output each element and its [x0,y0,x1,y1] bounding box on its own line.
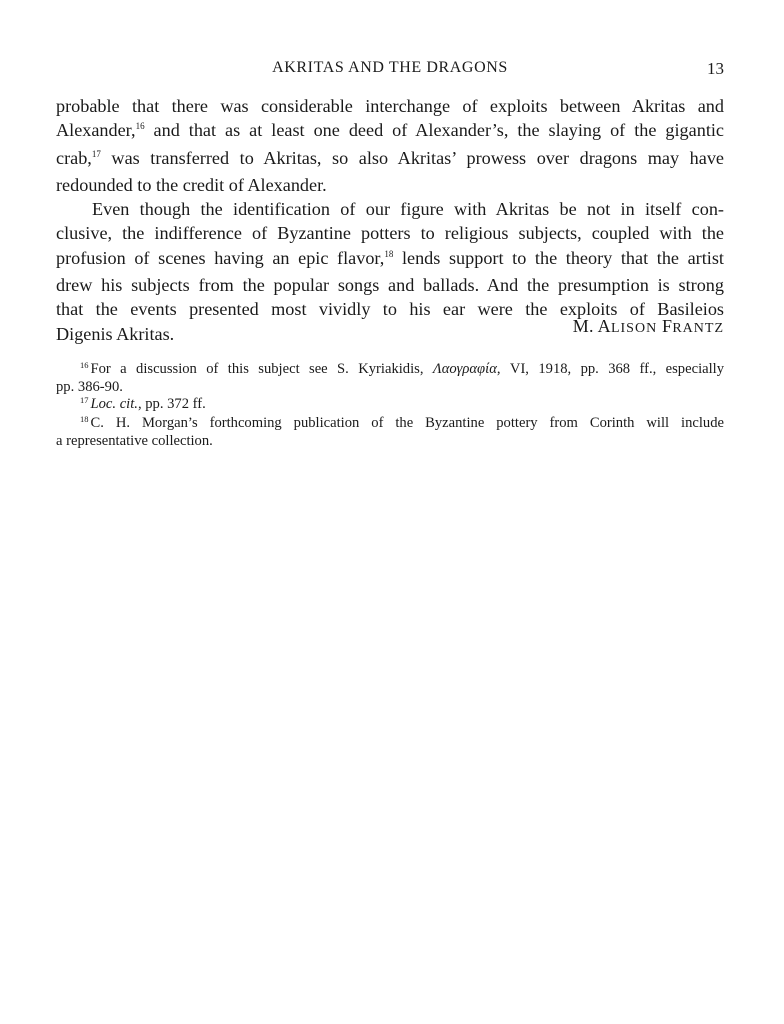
text-line: redounded to the credit of Alexander. [56,174,327,195]
footnote-ref-17: 17 [91,148,101,159]
text-line: clusive, the indifference of Byzantine potters to religious subjects, coupled with the [56,223,724,244]
signature-part: LISON [610,321,658,336]
text-line [56,146,724,173]
text-line: that the events presented most vividly to his ear were the exploits of Basileios [56,299,724,320]
footnote-number: 16 [80,360,89,370]
text-fragment: and that as at least one deed of Alexander’s, the slaying of the gigantic [144,120,724,141]
signature-part: M. A [572,316,611,336]
text-fragment: was transferred to Akritas, so also Akritas’ prowess over dragons may have [100,147,724,168]
footnote-text: C. H. Morgan’s forthcoming publication of the Byzantine pottery from Corinth will include [90,414,724,431]
footnote-ref-16: 16 [135,121,145,132]
footnote-number: 18 [80,413,89,424]
footnote-ref-18: 18 [384,248,394,259]
text-line [56,246,724,273]
footnote-number: 17 [80,395,89,406]
footnote-title: Λαογραφία [432,361,497,377]
footnote-text: , VI, 1918, pp. 368 ff., especially [496,361,725,377]
footnote-16 [56,361,724,379]
page-number: 13 [707,59,724,78]
footnote-18 [56,415,724,433]
footnote-16-cont: pp. 386-90. [56,379,123,396]
signature-part: F [662,316,673,336]
text-line: probable that there was considerable interchange of exploits between Akritas and [56,96,724,116]
running-title: AKRITAS AND THE DRAGONS [272,59,508,76]
text-fragment: profusion of scenes having an epic flavor, [56,247,385,268]
text-fragment: crab, [56,147,92,168]
text-line: Digenis Akritas. [56,323,175,344]
author-signature [573,316,724,337]
running-head [56,59,724,81]
body-text [56,94,724,346]
signature-part: RANTZ [672,321,724,336]
footnote-text: , pp. 372 ff. [137,396,206,413]
footnote-text: Loc. cit. [90,396,138,413]
text-fragment: lends support to the theory that the artist [393,247,724,268]
text-line [56,118,724,145]
text-fragment: Alexander, [56,120,136,141]
footnotes [56,361,724,450]
footnote-18-cont: a representative collection. [56,432,213,449]
text-line: drew his subjects from the popular songs and ballads. And the presumption is strong [56,275,724,296]
text-line: Even though the identification of our figure with Akritas be not in itself con- [92,199,724,220]
footnote-text: For a discussion of this subject see S. Kyriakidis, [90,361,433,377]
footnote-17 [56,396,724,414]
